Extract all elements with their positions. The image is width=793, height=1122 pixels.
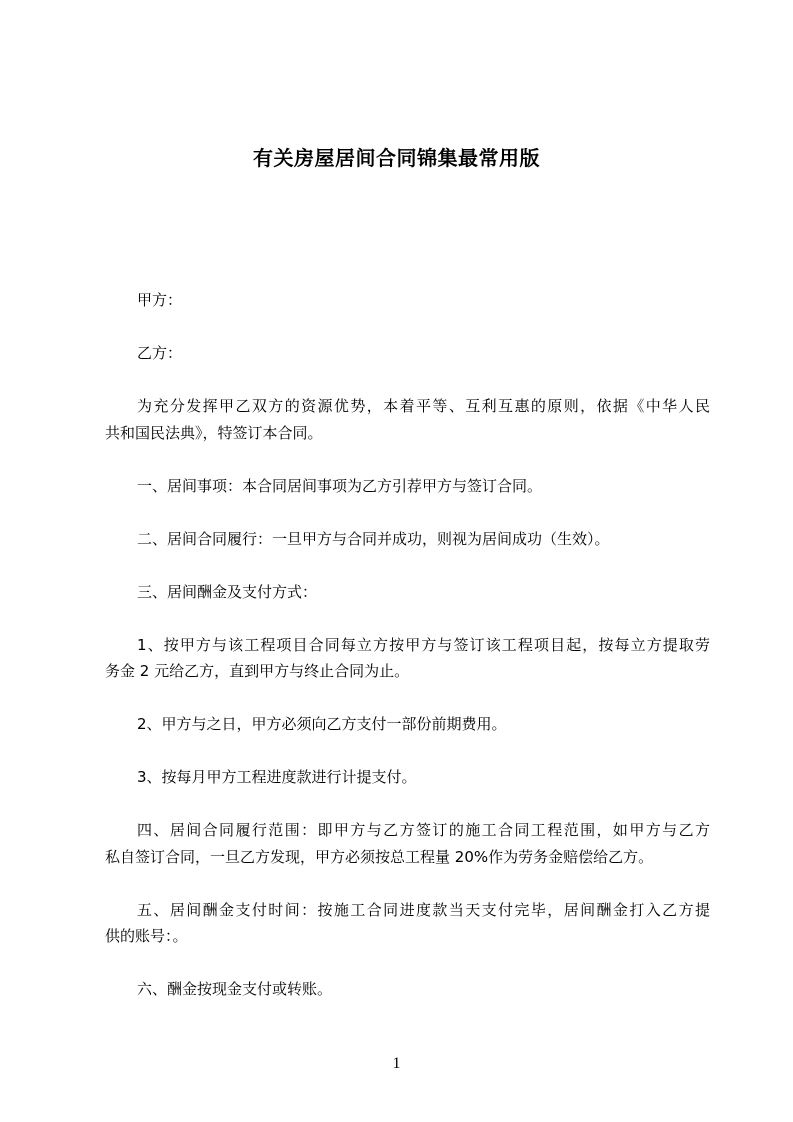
paragraph-line: 3、按每月甲方工程进度款进行计提支付。 (137, 768, 417, 786)
document-title: 有关房屋居间合同锦集最常用版 (253, 146, 540, 170)
paragraph (105, 287, 710, 314)
paragraph-line: 共和国民法典》，特签订本合同。 (105, 423, 323, 442)
paragraph (105, 473, 710, 500)
paragraph-line: 私自签订合同，一旦乙方发现，甲方必须按总工程量 20%作为劳务金赔偿给乙方。 (105, 847, 654, 866)
paragraph-line: 五、居间酬金支付时间：按施工合同进度款当天支付完毕，居间酬金打入乙方提 (137, 900, 710, 919)
paragraph-line: 1、按甲方与该工程项目合同每立方按甲方与签订该工程项目起，按每立方提取劳 (137, 635, 710, 654)
paragraph-line: 六、酬金按现金支付或转账。 (137, 980, 333, 998)
paragraph (105, 632, 710, 685)
paragraph-line: 2、甲方与之日，甲方必须向乙方支付一部份前期费用。 (137, 715, 507, 733)
paragraph (105, 817, 710, 870)
paragraph-line: 供的账号：。 (105, 927, 188, 945)
page-number: 1 (392, 1055, 401, 1072)
paragraph-line: 务金 2 元给乙方，直到甲方与终止合同为止。 (105, 662, 410, 680)
paragraph-line: 三、居间酬金及支付方式： (137, 582, 318, 601)
paragraph-line: 为充分发挥甲乙双方的资源优势，本着平等、互利互惠的原则，依据《中华人民 (137, 397, 710, 415)
paragraph-line: 一、居间事项：本合同居间事项为乙方引荐甲方与签订合同。 (137, 476, 543, 495)
paragraph-line: 甲方： (137, 291, 183, 309)
paragraph-line: 二、居间合同履行：一旦甲方与合同并成功，则视为居间成功（生效）。 (137, 529, 610, 548)
paragraph (105, 711, 710, 738)
paragraph (105, 579, 710, 606)
paragraph-line: 四、居间合同履行范围：即甲方与乙方签订的施工合同工程范围，如甲方与乙方 (137, 821, 710, 839)
paragraph (105, 764, 710, 791)
document-body (105, 287, 710, 1029)
paragraph (105, 340, 710, 367)
paragraph (105, 526, 710, 553)
paragraph (105, 897, 710, 950)
paragraph (105, 393, 710, 446)
paragraph-line: 乙方： (137, 344, 183, 362)
paragraph (105, 976, 710, 1003)
